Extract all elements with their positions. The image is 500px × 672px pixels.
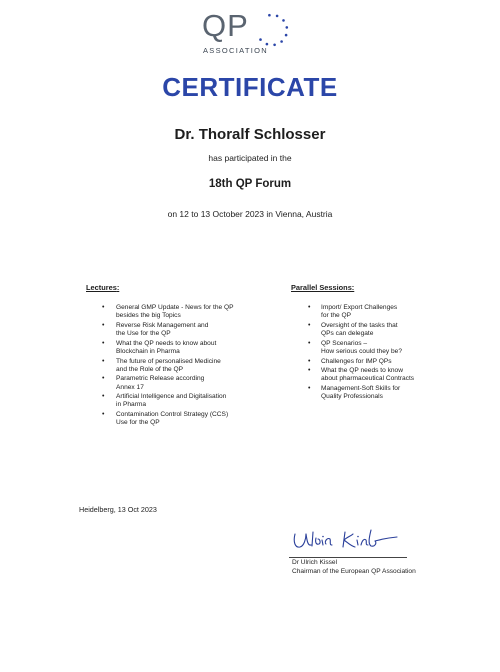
session-item	[291, 385, 471, 401]
certificate-title: CERTIFICATE	[162, 72, 338, 102]
parallel-sessions-section	[291, 284, 471, 403]
session-item-text: Oversight of the tasks that QPs can delegate	[321, 322, 398, 338]
lecture-item	[86, 340, 276, 356]
session-item-text: Challenges for IMP QPs	[321, 357, 392, 365]
session-item-text: QP Scenarios – How serious could they be?	[321, 339, 403, 355]
signer-role: Chairman of the European QP Association	[292, 568, 416, 575]
lecture-item-text: Contamination Control Strategy (CCS) Use for the QP	[116, 410, 229, 427]
session-item-text: Management-Soft Skills for Quality Professionals	[321, 384, 401, 401]
lecture-item	[86, 375, 276, 391]
logo-letters: QP	[202, 8, 249, 43]
lecture-item-text: The future of personalised Medicine and the Role of the QP	[116, 357, 221, 373]
parallel-sessions-list	[291, 304, 471, 401]
parallel-sessions-heading: Parallel Sessions:	[291, 283, 355, 292]
lecture-item	[86, 358, 276, 374]
bullet-icon: •	[102, 393, 105, 401]
lecture-item	[86, 393, 276, 409]
logo-star	[268, 14, 271, 17]
logo-star	[259, 38, 262, 41]
bullet-icon: •	[308, 367, 311, 375]
session-item	[291, 322, 471, 338]
lecture-item-text: What the QP needs to know about Blockchain in Pharma	[116, 339, 217, 355]
logo-star	[273, 44, 276, 47]
lecture-item-text: Artificial Intelligence and Digitalisation in Pharma	[116, 393, 227, 409]
logo-star	[280, 40, 283, 43]
logo-star	[282, 19, 285, 22]
signer-name: Dr Ulrich Kissel	[292, 559, 338, 566]
qp-association-logo	[198, 10, 302, 56]
handwritten-signature	[289, 526, 409, 556]
lectures-heading: Lectures:	[86, 283, 120, 292]
session-item	[291, 358, 471, 366]
place-date: Heidelberg, 13 Oct 2023	[79, 505, 157, 514]
bullet-icon: •	[308, 357, 311, 365]
lecture-item	[86, 304, 276, 320]
bullet-icon: •	[308, 322, 311, 329]
signature-line	[289, 557, 407, 558]
lecture-item-text: Parametric Release according Annex 17	[116, 375, 205, 391]
lectures-section	[86, 284, 276, 429]
bullet-icon: •	[308, 304, 311, 312]
session-item	[291, 367, 471, 383]
logo-subtitle: ASSOCIATION	[203, 46, 269, 55]
bullet-icon: •	[308, 339, 311, 347]
bullet-icon: •	[102, 339, 105, 347]
bullet-icon: •	[102, 357, 105, 365]
lectures-list	[86, 304, 276, 427]
lecture-item-text: Reverse Risk Management and the Use for the QP	[116, 322, 209, 338]
logo-star	[276, 15, 279, 18]
bullet-icon: •	[102, 322, 105, 329]
event-name: 18th QP Forum	[208, 178, 292, 190]
lecture-item-text: General GMP Update - News for the QP besides the big Topics	[116, 304, 234, 320]
logo-star	[286, 26, 289, 29]
bullet-icon: •	[102, 375, 105, 383]
session-item-text: Import/ Export Challenges for the QP	[321, 304, 398, 320]
recipient-name: Dr. Thoralf Schlosser	[174, 126, 326, 143]
session-item	[291, 304, 471, 320]
session-item	[291, 340, 471, 356]
logo-star	[285, 34, 288, 37]
event-dates: on 12 to 13 October 2023 in Vienna, Austria	[167, 209, 333, 219]
bullet-icon: •	[102, 410, 105, 418]
lecture-item	[86, 322, 276, 338]
session-item-text: What the QP needs to know about pharmaceutical Contracts	[321, 367, 415, 383]
lecture-item	[86, 411, 276, 427]
bullet-icon: •	[102, 304, 105, 312]
logo-star	[266, 43, 269, 46]
participation-text: has participated in the	[208, 153, 292, 163]
bullet-icon: •	[308, 384, 311, 392]
